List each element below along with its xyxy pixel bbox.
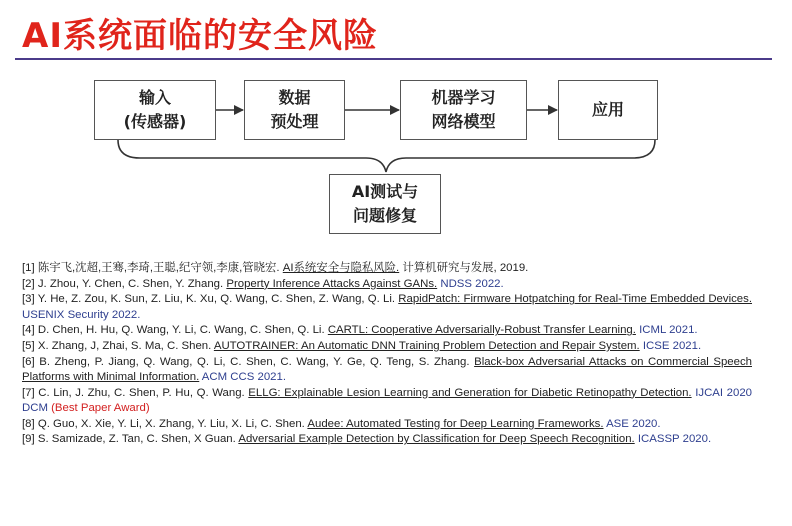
input-line2: (传感器) xyxy=(123,112,187,131)
ref-number: [4] xyxy=(22,324,35,337)
reference-item xyxy=(22,339,752,354)
input-sensor-box xyxy=(94,80,216,140)
ref-venue: ICASSP 2020. xyxy=(637,433,712,446)
data-preprocess-box xyxy=(244,80,345,140)
ref-title: RapidPatch: Firmware Hotpatching for Real-Time Embedded Devices. xyxy=(398,293,753,306)
ref-venue: ASE 2020. xyxy=(606,417,661,430)
preprocess-line2: 预处理 xyxy=(270,112,319,131)
ref-venue: ACM CCS 2021. xyxy=(201,370,286,383)
reference-item xyxy=(22,261,752,276)
ref-title: CARTL: Cooperative Adversarially-Robust Transfer Learning. xyxy=(327,324,636,337)
ml-line1: 机器学习 xyxy=(431,88,496,107)
ref-number: [2] xyxy=(22,277,35,290)
ref-number: [9] xyxy=(22,433,35,446)
ref-title: Black-box Adversarial Attacks on Commercial Speech Platforms with Minimal Information. xyxy=(22,355,752,383)
ai-testing-box xyxy=(329,174,441,234)
reference-item xyxy=(22,386,752,416)
ref-title: AI系统安全与隐私风险. xyxy=(282,262,400,274)
ref-number: [7] xyxy=(22,386,35,399)
ml-line2: 网络模型 xyxy=(431,112,496,131)
ref-venue: ICML 2021. xyxy=(639,324,698,337)
ref-venue: USENIX Security 2022. xyxy=(22,308,141,321)
ml-model-box xyxy=(400,80,527,140)
testing-line2: 问题修复 xyxy=(352,206,417,225)
ref-authors: B. Zheng, P. Jiang, Q. Wang, Q. Li, C. Shen, C. Wang, Y. Ge, Q. Teng, S. Zhang. xyxy=(39,355,470,368)
ref-venue: 计算机研究与发展, 2019. xyxy=(402,262,529,274)
reference-list xyxy=(22,261,752,448)
ref-title: Property Inference Attacks Against GANs. xyxy=(226,277,438,290)
ref-title: AUTOTRAINER: An Automatic DNN Training Problem Detection and Repair System. xyxy=(213,340,640,353)
curly-brace xyxy=(118,140,655,172)
reference-item xyxy=(22,417,752,432)
slide-title: AI系统面临的安全风险 xyxy=(22,16,378,56)
ref-award: (Best Paper Award) xyxy=(51,401,150,414)
ref-number: [1] xyxy=(22,262,35,274)
input-line1: 输入 xyxy=(138,88,171,107)
ref-authors: 陈宇飞,沈超,王骞,李琦,王聪,纪守领,李康,管晓宏. xyxy=(37,262,280,274)
ref-number: [8] xyxy=(22,417,35,430)
ref-number: [6] xyxy=(22,355,35,368)
ref-authors: Y. He, Z. Zou, K. Sun, Z. Liu, K. Xu, Q. Wang, C. Shen, Z. Wang, Q. Li. xyxy=(37,293,396,306)
ref-number: [5] xyxy=(22,340,35,353)
ref-title: Audee: Automated Testing for Deep Learning Frameworks. xyxy=(307,417,604,430)
ref-authors: C. Lin, J. Zhu, C. Shen, P. Hu, Q. Wang. xyxy=(38,386,245,399)
application-label: 应用 xyxy=(591,100,624,119)
ref-authors: D. Chen, H. Hu, Q. Wang, Y. Li, C. Wang, C. Shen, Q. Li. xyxy=(37,324,325,337)
reference-item xyxy=(22,277,752,292)
application-box xyxy=(558,80,658,140)
ref-authors: Q. Guo, X. Xie, Y. Li, X. Zhang, Y. Liu, X. Li, C. Shen. xyxy=(37,417,305,430)
reference-item xyxy=(22,323,752,338)
ref-authors: S. Samizade, Z. Tan, C. Shen, X Guan. xyxy=(37,433,236,446)
ref-venue: ICSE 2021. xyxy=(642,340,702,353)
reference-item xyxy=(22,355,752,385)
ref-authors: J. Zhou, Y. Chen, C. Shen, Y. Zhang. xyxy=(37,277,224,290)
ref-authors: X. Zhang, J, Zhai, S. Ma, C. Shen. xyxy=(37,340,212,353)
ref-number: [3] xyxy=(22,293,35,306)
reference-item xyxy=(22,292,752,322)
ref-title: Adversarial Example Detection by Classification for Deep Speech Recognition. xyxy=(238,433,635,446)
testing-line1: AI测试与 xyxy=(351,182,419,201)
reference-item xyxy=(22,432,752,447)
preprocess-line1: 数据 xyxy=(278,88,311,107)
ref-venue: NDSS 2022. xyxy=(440,277,504,290)
ref-venue: IJCAI 2020 DCM xyxy=(22,386,752,414)
ref-title: ELLG: Explainable Lesion Learning and Generation for Diabetic Retinopathy Detection. xyxy=(248,386,692,399)
